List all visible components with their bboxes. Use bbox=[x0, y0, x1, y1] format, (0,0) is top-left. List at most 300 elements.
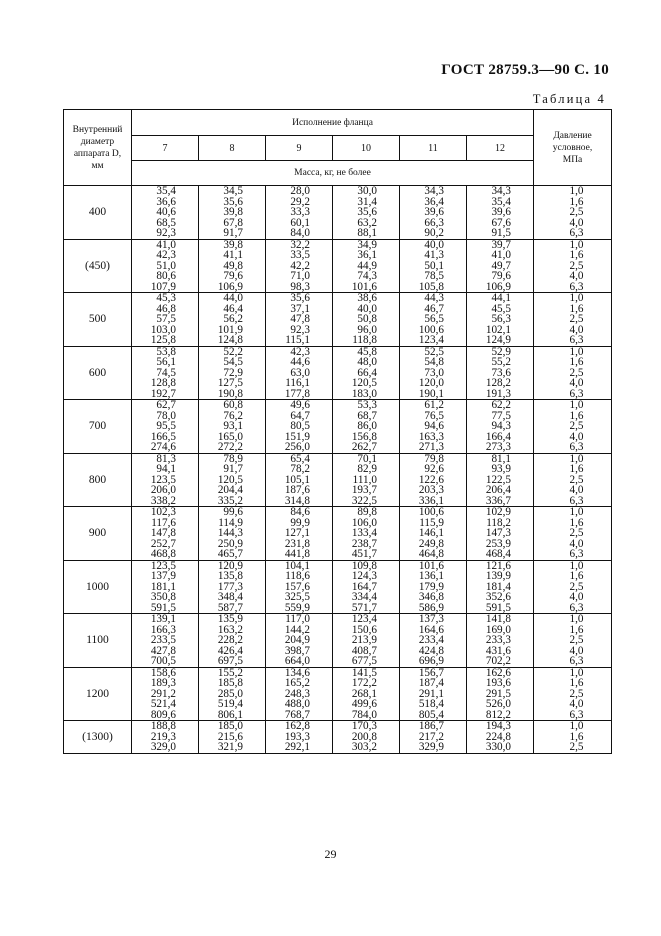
mass-value: 82,9 bbox=[357, 463, 377, 475]
mass-value: 329,9 bbox=[418, 741, 444, 753]
mass-cell bbox=[467, 186, 534, 240]
mass-cell bbox=[467, 346, 534, 400]
mass-value: 179,9 bbox=[418, 580, 444, 593]
mass-value: 303,2 bbox=[351, 741, 377, 753]
table-row bbox=[64, 453, 612, 507]
mass-value: 426,4 bbox=[217, 644, 243, 657]
pressure-value: 1,0 bbox=[569, 185, 584, 197]
mass-value: 34,5 bbox=[223, 185, 243, 197]
mass-value: 29,2 bbox=[290, 195, 310, 208]
mass-value: 101,6 bbox=[351, 280, 377, 293]
mass-value: 120,0 bbox=[418, 377, 444, 389]
mass-value: 41,3 bbox=[424, 249, 444, 261]
mass-cell bbox=[333, 560, 400, 614]
mass-value: 94,6 bbox=[424, 420, 444, 432]
pressure-cell bbox=[534, 186, 612, 240]
mass-value: 451,7 bbox=[351, 548, 377, 560]
mass-value: 92,3 bbox=[290, 323, 310, 336]
mass-value: 203,3 bbox=[418, 484, 444, 496]
mass-value: 338,2 bbox=[150, 494, 176, 507]
mass-value: 70,1 bbox=[357, 452, 377, 465]
mass-value: 233,4 bbox=[418, 634, 444, 646]
mass-value: 334,4 bbox=[351, 591, 377, 603]
pressure-value: 1,0 bbox=[569, 452, 584, 465]
mass-cell bbox=[400, 239, 467, 293]
pressure-value: 4,0 bbox=[569, 591, 584, 603]
mass-cell bbox=[333, 186, 400, 240]
pressure-cell bbox=[534, 721, 612, 754]
mass-cell bbox=[400, 186, 467, 240]
mass-value: 117,0 bbox=[285, 613, 310, 625]
mass-value: 42,3 bbox=[290, 345, 310, 358]
mass-value: 44,9 bbox=[357, 259, 377, 272]
mass-cell bbox=[467, 721, 534, 754]
mass-value: 76,2 bbox=[223, 409, 243, 422]
mass-value: 163,2 bbox=[217, 623, 243, 636]
mass-value: 40,0 bbox=[424, 238, 444, 251]
mass-value: 100,6 bbox=[418, 506, 444, 518]
pressure-value: 2,5 bbox=[569, 473, 584, 486]
mass-cell bbox=[132, 507, 199, 561]
mass-cell bbox=[132, 453, 199, 507]
mass-cell bbox=[132, 667, 199, 721]
table-row bbox=[64, 346, 612, 400]
mass-value: 521,4 bbox=[150, 698, 176, 710]
mass-cell bbox=[400, 507, 467, 561]
mass-value: 67,6 bbox=[491, 216, 512, 229]
mass-value: 468,8 bbox=[150, 548, 176, 560]
mass-value: 325,5 bbox=[284, 591, 310, 603]
pressure-value: 1,6 bbox=[569, 623, 584, 636]
mass-value: 53,8 bbox=[156, 345, 176, 358]
mass-cell bbox=[333, 507, 400, 561]
mass-value: 100,6 bbox=[418, 323, 444, 336]
mass-value: 81,1 bbox=[491, 452, 512, 465]
diameter-header bbox=[64, 110, 132, 186]
mass-value: 73,0 bbox=[424, 366, 444, 379]
mass-value: 190,8 bbox=[217, 387, 243, 400]
mass-value: 122,6 bbox=[418, 473, 444, 486]
mass-cell bbox=[467, 507, 534, 561]
mass-value: 166,4 bbox=[485, 430, 512, 443]
mass-value: 291,1 bbox=[418, 687, 444, 700]
mass-value: 46,7 bbox=[424, 302, 444, 315]
mass-value: 73,6 bbox=[491, 366, 512, 379]
mass-header: Масса, кг, не более bbox=[132, 161, 534, 186]
mass-value: 144,3 bbox=[217, 527, 243, 539]
flange-column-header: 9 bbox=[266, 136, 333, 161]
pressure-value: 1,6 bbox=[569, 302, 584, 315]
mass-value: 206,0 bbox=[150, 484, 176, 496]
mass-cell bbox=[467, 614, 534, 668]
mass-cell bbox=[400, 614, 467, 668]
mass-value: 111,0 bbox=[352, 473, 377, 486]
mass-value: 170,3 bbox=[351, 720, 377, 732]
mass-value: 39,8 bbox=[223, 238, 243, 251]
pressure-value: 6,3 bbox=[569, 494, 584, 507]
mass-cell bbox=[400, 667, 467, 721]
table-row bbox=[64, 507, 612, 561]
mass-value: 118,8 bbox=[352, 334, 377, 346]
mass-cell bbox=[467, 239, 534, 293]
mass-value: 34,3 bbox=[424, 185, 444, 197]
mass-table bbox=[63, 109, 612, 754]
mass-value: 45,3 bbox=[156, 292, 176, 304]
flange-column-header: 12 bbox=[467, 136, 534, 161]
pressure-value: 4,0 bbox=[569, 430, 584, 443]
mass-value: 52,5 bbox=[424, 345, 444, 358]
mass-value: 163,3 bbox=[418, 430, 444, 443]
mass-value: 101,6 bbox=[418, 559, 444, 572]
pressure-value: 2,5 bbox=[569, 366, 584, 379]
mass-value: 60,1 bbox=[290, 216, 310, 229]
mass-value: 50,8 bbox=[357, 313, 377, 325]
mass-value: 68,7 bbox=[357, 409, 377, 422]
pressure-cell bbox=[534, 293, 612, 347]
pressure-value: 1,0 bbox=[569, 345, 584, 358]
mass-value: 80,6 bbox=[156, 270, 176, 282]
mass-value: 157,6 bbox=[284, 580, 310, 593]
mass-value: 151,9 bbox=[284, 430, 310, 443]
mass-value: 141,8 bbox=[485, 613, 512, 625]
mass-value: 156,8 bbox=[351, 430, 377, 443]
mass-cell bbox=[266, 667, 333, 721]
table-row bbox=[64, 186, 612, 240]
mass-value: 124,3 bbox=[351, 570, 377, 582]
mass-value: 336,7 bbox=[485, 494, 512, 507]
mass-value: 250,9 bbox=[217, 537, 243, 550]
mass-value: 125,8 bbox=[150, 334, 176, 346]
mass-value: 84,0 bbox=[290, 227, 310, 239]
mass-value: 49,7 bbox=[491, 259, 512, 272]
mass-value: 38,6 bbox=[357, 292, 377, 304]
mass-cell bbox=[400, 400, 467, 454]
pressure-value: 1,0 bbox=[569, 238, 584, 251]
mass-cell bbox=[266, 239, 333, 293]
diameter-cell: 600 bbox=[64, 346, 132, 400]
mass-value: 35,6 bbox=[357, 206, 377, 218]
mass-cell bbox=[467, 667, 534, 721]
table-body bbox=[64, 186, 612, 754]
mass-value: 68,5 bbox=[156, 216, 176, 229]
mass-value: 187,4 bbox=[418, 677, 444, 689]
mass-value: 91,7 bbox=[223, 227, 243, 239]
mass-value: 120,9 bbox=[217, 559, 243, 572]
mass-value: 109,8 bbox=[351, 559, 377, 572]
mass-value: 441,8 bbox=[284, 548, 310, 560]
pressure-header-line: условное, bbox=[552, 142, 593, 153]
mass-value: 35,4 bbox=[491, 195, 512, 208]
mass-value: 80,5 bbox=[290, 420, 310, 432]
diameter-cell: 800 bbox=[64, 453, 132, 507]
mass-value: 191,3 bbox=[485, 387, 512, 400]
pressure-value: 2,5 bbox=[569, 741, 584, 753]
mass-value: 39,6 bbox=[491, 206, 512, 218]
mass-value: 329,0 bbox=[150, 741, 176, 753]
mass-value: 106,9 bbox=[485, 280, 512, 293]
mass-value: 41,1 bbox=[223, 249, 243, 261]
mass-value: 526,0 bbox=[485, 698, 512, 710]
mass-value: 56,1 bbox=[156, 356, 176, 368]
mass-value: 123,5 bbox=[150, 473, 176, 486]
mass-value: 88,1 bbox=[357, 227, 377, 239]
mass-value: 193,6 bbox=[485, 677, 512, 689]
mass-value: 427,8 bbox=[150, 644, 176, 657]
mass-cell bbox=[199, 239, 266, 293]
mass-value: 398,7 bbox=[284, 644, 310, 657]
mass-value: 37,1 bbox=[290, 302, 310, 315]
mass-cell bbox=[132, 293, 199, 347]
mass-cell bbox=[266, 293, 333, 347]
mass-value: 204,9 bbox=[284, 634, 310, 646]
mass-value: 56,2 bbox=[223, 313, 243, 325]
mass-value: 137,3 bbox=[418, 613, 444, 625]
mass-value: 50,1 bbox=[424, 259, 444, 272]
mass-cell bbox=[266, 346, 333, 400]
mass-value: 34,3 bbox=[491, 185, 512, 197]
mass-value: 105,8 bbox=[418, 280, 444, 293]
mass-value: 162,8 bbox=[284, 720, 310, 732]
document-header: ГОСТ 28759.3—90 С. 10 bbox=[441, 62, 609, 78]
mass-value: 137,9 bbox=[150, 570, 176, 582]
mass-value: 292,1 bbox=[284, 741, 310, 753]
pressure-value: 1,0 bbox=[569, 613, 584, 625]
mass-value: 346,8 bbox=[418, 591, 444, 603]
mass-value: 139,9 bbox=[485, 570, 512, 582]
mass-value: 33,3 bbox=[290, 206, 310, 218]
mass-value: 96,0 bbox=[357, 323, 377, 336]
mass-value: 700,5 bbox=[150, 655, 176, 667]
mass-value: 121,6 bbox=[485, 559, 512, 572]
mass-value: 262,7 bbox=[351, 441, 377, 453]
pressure-value: 1,6 bbox=[569, 516, 584, 529]
mass-value: 91,5 bbox=[491, 227, 512, 239]
mass-value: 56,5 bbox=[424, 313, 444, 325]
mass-value: 238,7 bbox=[351, 537, 377, 550]
mass-value: 169,0 bbox=[485, 623, 512, 636]
mass-value: 156,7 bbox=[418, 666, 444, 679]
mass-value: 107,9 bbox=[150, 280, 176, 293]
mass-value: 181,4 bbox=[485, 580, 512, 593]
mass-value: 249,8 bbox=[418, 537, 444, 550]
flange-column-header: 10 bbox=[333, 136, 400, 161]
mass-value: 35,4 bbox=[156, 185, 176, 197]
mass-value: 94,1 bbox=[156, 463, 176, 475]
pressure-value: 1,6 bbox=[569, 463, 584, 475]
diameter-cell: 900 bbox=[64, 507, 132, 561]
mass-value: 79,6 bbox=[491, 270, 512, 282]
pressure-value: 6,3 bbox=[569, 387, 584, 400]
mass-value: 94,3 bbox=[491, 420, 512, 432]
table-row bbox=[64, 667, 612, 721]
mass-value: 291,5 bbox=[485, 687, 512, 700]
mass-cell bbox=[132, 346, 199, 400]
diameter-cell: 1100 bbox=[64, 614, 132, 668]
pressure-value: 6,3 bbox=[569, 601, 584, 614]
table-row bbox=[64, 239, 612, 293]
mass-value: 805,4 bbox=[418, 708, 444, 721]
pressure-value: 2,5 bbox=[569, 580, 584, 593]
mass-cell bbox=[199, 614, 266, 668]
mass-cell bbox=[199, 667, 266, 721]
mass-value: 57,5 bbox=[156, 313, 176, 325]
mass-value: 93,1 bbox=[223, 420, 243, 432]
pressure-value: 6,3 bbox=[569, 655, 584, 667]
mass-value: 135,9 bbox=[217, 613, 243, 625]
diameter-cell: 1000 bbox=[64, 560, 132, 614]
mass-value: 52,2 bbox=[223, 345, 243, 358]
mass-value: 193,7 bbox=[351, 484, 377, 496]
mass-value: 206,4 bbox=[485, 484, 512, 496]
mass-value: 46,4 bbox=[223, 302, 243, 315]
mass-value: 32,2 bbox=[290, 238, 310, 251]
mass-value: 40,0 bbox=[357, 302, 377, 315]
mass-value: 177,3 bbox=[217, 580, 243, 593]
mass-value: 559,9 bbox=[284, 601, 310, 614]
mass-value: 147,3 bbox=[485, 527, 512, 539]
mass-value: 66,3 bbox=[424, 216, 444, 229]
pressure-cell bbox=[534, 453, 612, 507]
mass-value: 64,7 bbox=[290, 409, 310, 422]
pressure-value: 2,5 bbox=[569, 313, 584, 325]
mass-value: 330,0 bbox=[485, 741, 512, 753]
mass-value: 135,8 bbox=[217, 570, 243, 582]
mass-value: 697,5 bbox=[217, 655, 243, 667]
mass-value: 101,9 bbox=[217, 323, 243, 336]
pressure-value: 4,0 bbox=[569, 644, 584, 657]
mass-value: 56,3 bbox=[491, 313, 512, 325]
mass-cell bbox=[266, 614, 333, 668]
mass-value: 76,5 bbox=[424, 409, 444, 422]
pressure-header-line: МПа bbox=[562, 154, 583, 165]
mass-value: 123,5 bbox=[150, 559, 176, 572]
mass-value: 231,8 bbox=[284, 537, 310, 550]
mass-value: 128,2 bbox=[485, 377, 512, 389]
mass-cell bbox=[132, 186, 199, 240]
mass-value: 33,5 bbox=[290, 249, 310, 261]
mass-cell bbox=[199, 560, 266, 614]
mass-value: 35,6 bbox=[223, 195, 243, 208]
mass-value: 217,2 bbox=[418, 730, 444, 743]
mass-value: 252,7 bbox=[150, 537, 176, 550]
mass-value: 165,2 bbox=[284, 677, 310, 689]
mass-value: 253,9 bbox=[485, 537, 512, 550]
mass-value: 36,4 bbox=[424, 195, 444, 208]
pressure-value: 4,0 bbox=[569, 698, 584, 710]
mass-value: 120,5 bbox=[351, 377, 377, 389]
table-row bbox=[64, 560, 612, 614]
mass-value: 102,9 bbox=[485, 506, 512, 518]
mass-value: 165,0 bbox=[217, 430, 243, 443]
mass-value: 84,6 bbox=[290, 506, 310, 518]
mass-value: 273,3 bbox=[485, 441, 512, 453]
mass-value: 105,1 bbox=[284, 473, 310, 486]
mass-value: 99,9 bbox=[290, 516, 310, 529]
mass-value: 74,5 bbox=[156, 366, 176, 379]
mass-value: 424,8 bbox=[418, 644, 444, 657]
pressure-cell bbox=[534, 400, 612, 454]
mass-value: 124,8 bbox=[217, 334, 243, 346]
mass-value: 162,6 bbox=[485, 666, 512, 679]
mass-value: 164,7 bbox=[351, 580, 377, 593]
pressure-value: 6,3 bbox=[569, 708, 584, 721]
mass-value: 42,3 bbox=[156, 249, 176, 261]
mass-value: 134,6 bbox=[284, 666, 310, 679]
mass-value: 39,8 bbox=[223, 206, 243, 218]
mass-cell bbox=[199, 293, 266, 347]
mass-cell bbox=[266, 453, 333, 507]
pressure-value: 2,5 bbox=[569, 206, 584, 218]
mass-value: 118,2 bbox=[486, 516, 512, 529]
mass-cell bbox=[199, 400, 266, 454]
mass-value: 186,7 bbox=[418, 720, 444, 732]
mass-cell bbox=[333, 400, 400, 454]
mass-value: 133,4 bbox=[351, 527, 377, 539]
mass-value: 519,4 bbox=[217, 698, 243, 710]
mass-value: 181,1 bbox=[150, 580, 176, 593]
mass-value: 48,0 bbox=[357, 356, 377, 368]
mass-cell bbox=[266, 507, 333, 561]
diameter-header-line: Внутренний bbox=[72, 124, 123, 135]
mass-value: 591,5 bbox=[150, 601, 176, 614]
mass-value: 189,3 bbox=[150, 677, 176, 689]
table-row bbox=[64, 293, 612, 347]
pressure-header-line: Давление bbox=[553, 130, 592, 141]
mass-value: 61,2 bbox=[424, 399, 444, 411]
mass-value: 499,6 bbox=[351, 698, 377, 710]
mass-cell bbox=[266, 186, 333, 240]
pressure-value: 1,6 bbox=[569, 356, 584, 368]
mass-value: 224,8 bbox=[485, 730, 512, 743]
mass-cell bbox=[199, 721, 266, 754]
mass-value: 146,1 bbox=[418, 527, 444, 539]
pressure-value: 1,0 bbox=[569, 720, 584, 732]
mass-value: 321,9 bbox=[217, 741, 243, 753]
diameter-header-line: аппарата D, bbox=[73, 148, 122, 159]
mass-value: 488,0 bbox=[284, 698, 310, 710]
flange-column-header: 7 bbox=[132, 136, 199, 161]
mass-value: 45,5 bbox=[491, 302, 512, 315]
flange-column-header: 11 bbox=[400, 136, 467, 161]
pressure-value: 1,6 bbox=[569, 195, 584, 208]
mass-value: 571,7 bbox=[351, 601, 377, 614]
mass-value: 52,9 bbox=[491, 345, 512, 358]
mass-value: 144,2 bbox=[284, 623, 310, 636]
mass-value: 219,3 bbox=[150, 730, 176, 743]
mass-value: 213,9 bbox=[351, 634, 377, 646]
pressure-value: 1,0 bbox=[569, 559, 584, 572]
pressure-value: 2,5 bbox=[569, 634, 584, 646]
mass-value: 183,0 bbox=[351, 387, 377, 400]
mass-value: 114,9 bbox=[218, 516, 243, 529]
mass-cell bbox=[199, 186, 266, 240]
mass-value: 518,4 bbox=[418, 698, 444, 710]
diameter-cell: 700 bbox=[64, 400, 132, 454]
mass-value: 335,2 bbox=[217, 494, 243, 507]
mass-value: 812,2 bbox=[485, 708, 512, 721]
mass-value: 166,5 bbox=[150, 430, 176, 443]
mass-value: 41,0 bbox=[491, 249, 512, 261]
mass-value: 185,0 bbox=[217, 720, 243, 732]
table-caption: Таблица 4 bbox=[532, 92, 606, 106]
mass-cell bbox=[467, 293, 534, 347]
mass-value: 79,8 bbox=[424, 452, 444, 465]
mass-value: 42,2 bbox=[290, 259, 310, 272]
mass-cell bbox=[400, 453, 467, 507]
mass-value: 248,3 bbox=[284, 687, 310, 700]
mass-value: 78,2 bbox=[290, 463, 310, 475]
mass-value: 77,5 bbox=[491, 409, 512, 422]
